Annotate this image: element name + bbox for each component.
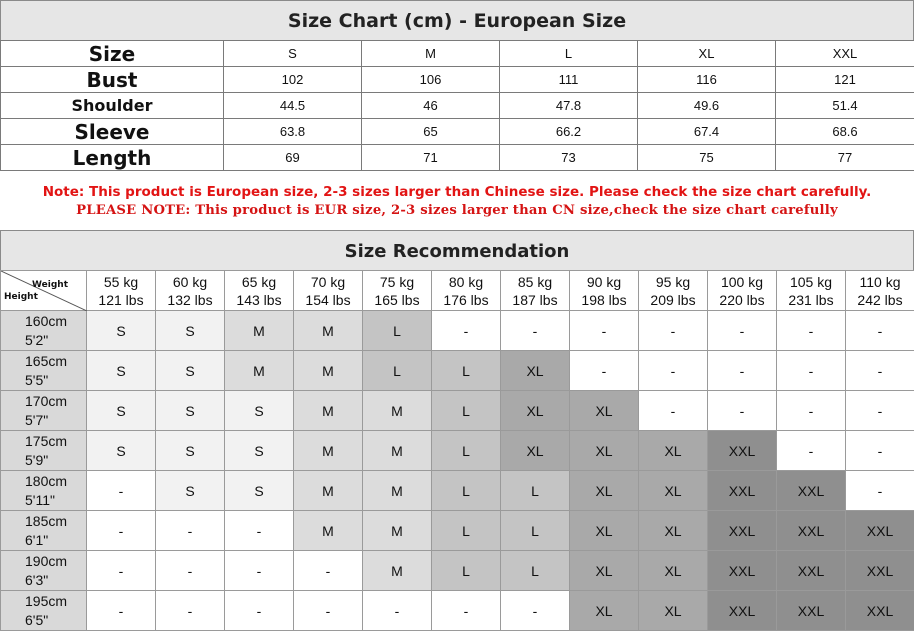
measurement-cell: 69 bbox=[224, 145, 362, 171]
size-recommendation-cell: - bbox=[570, 311, 639, 351]
measurement-cell: 67.4 bbox=[638, 119, 776, 145]
height-row bbox=[1, 431, 914, 471]
size-recommendation-cell: XXL bbox=[777, 471, 846, 511]
size-recommendation-cell: L bbox=[432, 351, 501, 391]
size-recommendation-cell: - bbox=[777, 311, 846, 351]
size-recommendation-cell: M bbox=[363, 511, 432, 551]
height-row bbox=[1, 391, 914, 431]
height-cell bbox=[1, 471, 87, 511]
measurement-cell: 106 bbox=[362, 67, 500, 93]
weight-header-row bbox=[1, 271, 914, 311]
size-recommendation-cell: - bbox=[432, 311, 501, 351]
size-label: S bbox=[224, 41, 362, 67]
size-recommendation-cell: S bbox=[87, 391, 156, 431]
bust-label: Bust bbox=[1, 67, 224, 93]
size-recommendation-cell: - bbox=[777, 431, 846, 471]
size-recommendation-cell: XL bbox=[639, 591, 708, 631]
size-recommendation-cell: - bbox=[846, 311, 914, 351]
height-row bbox=[1, 511, 914, 551]
size-recommendation-cell: XL bbox=[639, 551, 708, 591]
size-recommendation-cell: M bbox=[294, 511, 363, 551]
height-cm: 165cm bbox=[25, 352, 68, 369]
size-recommendation-cell: M bbox=[294, 431, 363, 471]
size-recommendation-cell: - bbox=[846, 471, 914, 511]
recommendation-table bbox=[0, 270, 914, 631]
measurement-cell: 66.2 bbox=[500, 119, 638, 145]
size-recommendation-cell: - bbox=[225, 591, 294, 631]
size-recommendation-cell: - bbox=[570, 351, 639, 391]
note-line-2: PLEASE NOTE: This product is EUR size, 2-3 sizes larger than CN size,check the size chart carefully bbox=[76, 203, 838, 218]
size-recommendation-cell: XL bbox=[570, 471, 639, 511]
height-axis-label: Height bbox=[4, 292, 38, 302]
measurement-cell: 47.8 bbox=[500, 93, 638, 119]
weight-lbs: 209 lbs bbox=[650, 291, 696, 308]
size-recommendation-cell: XL bbox=[570, 391, 639, 431]
size-recommendation-cell: - bbox=[639, 391, 708, 431]
size-recommendation-cell: - bbox=[777, 391, 846, 431]
weight-header-cell bbox=[225, 271, 294, 311]
size-recommendation-cell: - bbox=[225, 511, 294, 551]
size-recommendation-cell: - bbox=[294, 591, 363, 631]
size-recommendation-cell: - bbox=[708, 351, 777, 391]
size-recommendation-cell: S bbox=[156, 431, 225, 471]
size-recommendation-cell: XL bbox=[570, 551, 639, 591]
size-recommendation-cell: L bbox=[432, 391, 501, 431]
height-cell bbox=[1, 551, 87, 591]
height-cm: 180cm bbox=[25, 472, 68, 489]
size-recommendation-cell: M bbox=[225, 311, 294, 351]
size-recommendation-cell: XXL bbox=[708, 591, 777, 631]
size-recommendation-cell: XXL bbox=[846, 551, 914, 591]
size-recommendation-cell: S bbox=[156, 391, 225, 431]
size-recommendation-cell: - bbox=[639, 311, 708, 351]
size-recommendation-cell: L bbox=[501, 511, 570, 551]
weight-lbs: 220 lbs bbox=[719, 291, 765, 308]
size-recommendation-cell: XXL bbox=[708, 511, 777, 551]
height-cm: 175cm bbox=[25, 432, 68, 449]
height-ft: 6'1" bbox=[25, 531, 49, 548]
weight-axis-label: Weight bbox=[32, 280, 68, 290]
measurement-cell: 51.4 bbox=[776, 93, 914, 119]
height-cell bbox=[1, 591, 87, 631]
weight-lbs: 187 lbs bbox=[512, 291, 558, 308]
size-recommendation-cell: - bbox=[156, 591, 225, 631]
weight-kg: 65 kg bbox=[241, 273, 277, 290]
size-recommendation-cell: M bbox=[225, 351, 294, 391]
height-ft: 6'5" bbox=[25, 611, 49, 628]
size-recommendation-cell: L bbox=[363, 311, 432, 351]
size-recommendation-cell: S bbox=[225, 391, 294, 431]
weight-kg: 70 kg bbox=[310, 273, 346, 290]
size-recommendation-cell: L bbox=[432, 471, 501, 511]
weight-header-cell bbox=[639, 271, 708, 311]
size-recommendation-cell: S bbox=[225, 431, 294, 471]
height-ft: 6'3" bbox=[25, 571, 49, 588]
size-chart-table bbox=[0, 40, 914, 171]
size-label: XL bbox=[638, 41, 776, 67]
weight-kg: 85 kg bbox=[517, 273, 553, 290]
weight-kg: 80 kg bbox=[448, 273, 484, 290]
weight-lbs: 198 lbs bbox=[581, 291, 627, 308]
size-label: XXL bbox=[776, 41, 914, 67]
recommendation-title: Size Recommendation bbox=[0, 230, 914, 271]
size-recommendation-cell: - bbox=[363, 591, 432, 631]
size-recommendation-cell: - bbox=[294, 551, 363, 591]
measurement-cell: 71 bbox=[362, 145, 500, 171]
size-recommendation-cell: XXL bbox=[708, 431, 777, 471]
height-cell bbox=[1, 391, 87, 431]
size-recommendation-cell: S bbox=[156, 311, 225, 351]
measurement-cell: 102 bbox=[224, 67, 362, 93]
size-recommendation-cell: - bbox=[501, 311, 570, 351]
size-recommendation-cell: - bbox=[87, 471, 156, 511]
measurement-cell: 75 bbox=[638, 145, 776, 171]
size-recommendation-cell: XL bbox=[639, 511, 708, 551]
height-row bbox=[1, 551, 914, 591]
weight-lbs: 154 lbs bbox=[305, 291, 351, 308]
size-recommendation-cell: - bbox=[432, 591, 501, 631]
size-recommendation-cell: XL bbox=[501, 351, 570, 391]
size-recommendation-cell: M bbox=[294, 391, 363, 431]
weight-kg: 105 kg bbox=[789, 273, 833, 290]
weight-header-cell bbox=[156, 271, 225, 311]
size-recommendation-cell: - bbox=[846, 391, 914, 431]
size-recommendation-cell: - bbox=[708, 311, 777, 351]
size-recommendation-cell: M bbox=[294, 351, 363, 391]
height-ft: 5'5" bbox=[25, 371, 49, 388]
weight-kg: 55 kg bbox=[103, 273, 139, 290]
size-recommendation-cell: L bbox=[363, 351, 432, 391]
size-recommendation-cell: M bbox=[294, 471, 363, 511]
weight-lbs: 165 lbs bbox=[374, 291, 420, 308]
measurement-cell: 65 bbox=[362, 119, 500, 145]
height-cm: 185cm bbox=[25, 512, 68, 529]
weight-header-cell bbox=[363, 271, 432, 311]
size-recommendation-cell: L bbox=[432, 551, 501, 591]
weight-kg: 75 kg bbox=[379, 273, 415, 290]
size-recommendation-cell: - bbox=[777, 351, 846, 391]
size-recommendation-cell: S bbox=[156, 471, 225, 511]
weight-header-cell bbox=[846, 271, 914, 311]
size-recommendation-cell: - bbox=[639, 351, 708, 391]
size-recommendation-cell: - bbox=[87, 591, 156, 631]
size-recommendation-cell: XXL bbox=[777, 591, 846, 631]
weight-lbs: 176 lbs bbox=[443, 291, 489, 308]
height-cell bbox=[1, 351, 87, 391]
size-recommendation-cell: M bbox=[294, 311, 363, 351]
size-recommendation-cell: XL bbox=[639, 471, 708, 511]
size-recommendation-cell: M bbox=[363, 431, 432, 471]
weight-header-cell bbox=[87, 271, 156, 311]
size-recommendation-cell: M bbox=[363, 471, 432, 511]
size-recommendation-cell: - bbox=[846, 431, 914, 471]
sleeve-row bbox=[1, 119, 914, 145]
height-ft: 5'11" bbox=[25, 491, 55, 508]
bust-row bbox=[1, 67, 914, 93]
size-recommendation-cell: XXL bbox=[846, 591, 914, 631]
size-recommendation-cell: M bbox=[363, 551, 432, 591]
measurement-cell: 68.6 bbox=[776, 119, 914, 145]
size-recommendation-cell: XXL bbox=[708, 551, 777, 591]
size-recommendation-cell: - bbox=[708, 391, 777, 431]
size-header-row bbox=[1, 41, 914, 67]
measurement-cell: 77 bbox=[776, 145, 914, 171]
size-recommendation-cell: XXL bbox=[846, 511, 914, 551]
height-ft: 5'9" bbox=[25, 451, 49, 468]
height-ft: 5'7" bbox=[25, 411, 49, 428]
weight-kg: 95 kg bbox=[655, 273, 691, 290]
measurement-cell: 44.5 bbox=[224, 93, 362, 119]
size-recommendation-cell: L bbox=[432, 511, 501, 551]
weight-header-cell bbox=[501, 271, 570, 311]
size-recommendation-cell: XL bbox=[570, 591, 639, 631]
sleeve-label: Sleeve bbox=[1, 119, 224, 145]
weight-lbs: 231 lbs bbox=[788, 291, 834, 308]
weight-lbs: 242 lbs bbox=[857, 291, 903, 308]
size-chart-title: Size Chart (cm) - European Size bbox=[0, 0, 914, 40]
weight-kg: 100 kg bbox=[720, 273, 764, 290]
measurement-cell: 73 bbox=[500, 145, 638, 171]
size-recommendation-cell: - bbox=[156, 511, 225, 551]
height-cm: 160cm bbox=[25, 312, 68, 329]
height-row bbox=[1, 591, 914, 631]
measurement-cell: 121 bbox=[776, 67, 914, 93]
size-recommendation-cell: S bbox=[87, 351, 156, 391]
note-line-1: Note: This product is European size, 2-3 sizes larger than Chinese size. Please check the size chart carefully. bbox=[42, 184, 872, 200]
size-recommendation-cell: L bbox=[432, 431, 501, 471]
weight-kg: 110 kg bbox=[859, 273, 901, 290]
weight-kg: 60 kg bbox=[172, 273, 208, 290]
size-recommendation-cell: - bbox=[87, 511, 156, 551]
size-recommendation-cell: XXL bbox=[777, 511, 846, 551]
measurement-cell: 111 bbox=[500, 67, 638, 93]
height-row bbox=[1, 351, 914, 391]
measurement-cell: 46 bbox=[362, 93, 500, 119]
size-recommendation-cell: XL bbox=[570, 511, 639, 551]
weight-header-cell bbox=[708, 271, 777, 311]
size-label: M bbox=[362, 41, 500, 67]
height-cell bbox=[1, 511, 87, 551]
measurement-cell: 116 bbox=[638, 67, 776, 93]
weight-header-cell bbox=[432, 271, 501, 311]
height-cm: 190cm bbox=[25, 552, 68, 569]
size-recommendation-cell: XL bbox=[570, 431, 639, 471]
size-label: L bbox=[500, 41, 638, 67]
height-cm: 170cm bbox=[25, 392, 68, 409]
measurement-cell: 49.6 bbox=[638, 93, 776, 119]
height-cell bbox=[1, 311, 87, 351]
size-header-label: Size bbox=[1, 41, 224, 67]
size-recommendation-cell: XXL bbox=[708, 471, 777, 511]
shoulder-label: Shoulder bbox=[1, 93, 224, 119]
height-ft: 5'2" bbox=[25, 331, 49, 348]
shoulder-row bbox=[1, 93, 914, 119]
size-recommendation-cell: - bbox=[156, 551, 225, 591]
size-recommendation-cell: - bbox=[501, 591, 570, 631]
weight-lbs: 143 lbs bbox=[236, 291, 282, 308]
height-cm: 195cm bbox=[25, 592, 68, 609]
height-row bbox=[1, 471, 914, 511]
length-row bbox=[1, 145, 914, 171]
size-recommendation-cell: XL bbox=[501, 391, 570, 431]
corner-cell bbox=[1, 271, 87, 311]
weight-header-cell bbox=[570, 271, 639, 311]
size-recommendation-cell: XXL bbox=[777, 551, 846, 591]
weight-header-cell bbox=[777, 271, 846, 311]
weight-lbs: 121 lbs bbox=[98, 291, 144, 308]
height-row bbox=[1, 311, 914, 351]
height-cell bbox=[1, 431, 87, 471]
size-recommendation-cell: S bbox=[87, 311, 156, 351]
size-recommendation-cell: S bbox=[87, 431, 156, 471]
size-recommendation-cell: S bbox=[156, 351, 225, 391]
size-recommendation-cell: L bbox=[501, 471, 570, 511]
size-recommendation-cell: - bbox=[846, 351, 914, 391]
notes-section bbox=[0, 171, 914, 228]
size-recommendation-cell: XL bbox=[501, 431, 570, 471]
weight-kg: 90 kg bbox=[586, 273, 622, 290]
size-recommendation-cell: XL bbox=[639, 431, 708, 471]
weight-lbs: 132 lbs bbox=[167, 291, 213, 308]
size-recommendation-cell: - bbox=[87, 551, 156, 591]
length-label: Length bbox=[1, 145, 224, 171]
size-recommendation-cell: M bbox=[363, 391, 432, 431]
size-recommendation-cell: L bbox=[501, 551, 570, 591]
size-recommendation-cell: S bbox=[225, 471, 294, 511]
size-recommendation-cell: - bbox=[225, 551, 294, 591]
measurement-cell: 63.8 bbox=[224, 119, 362, 145]
weight-header-cell bbox=[294, 271, 363, 311]
